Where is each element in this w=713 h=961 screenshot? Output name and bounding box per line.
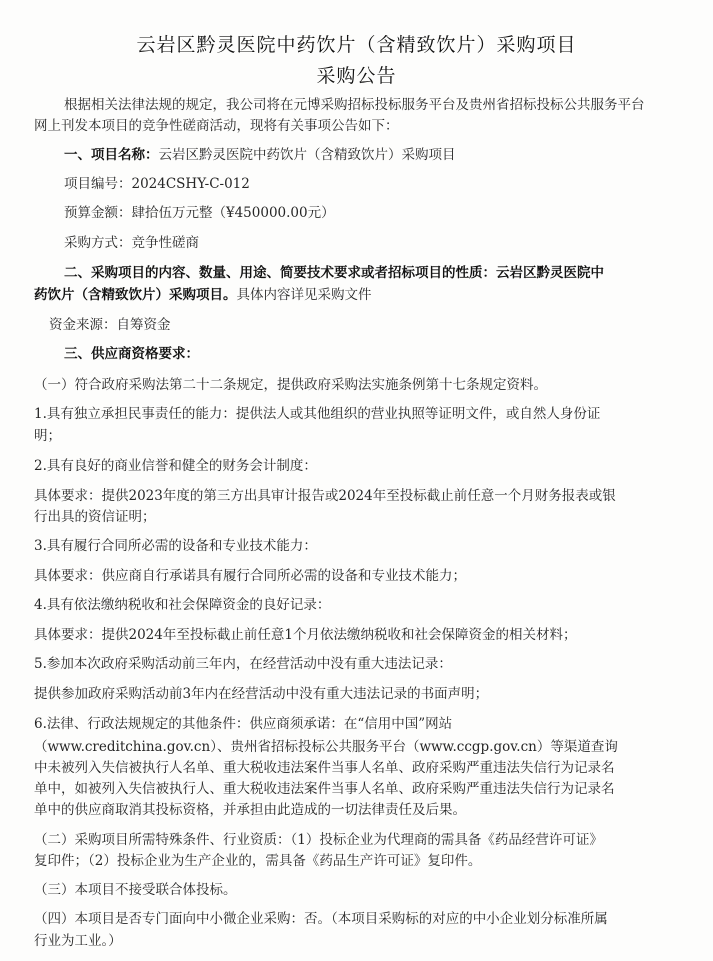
item-3-requirement: 具体要求：供应商自行承诺具有履行合同所必需的设备和专业技术能力； (34, 568, 466, 584)
requirement-paragraph-1: （一）符合政府采购法第二十二条规定，提供政府采购法实施条例第十七条规定资料。 (34, 377, 547, 393)
project-number: 项目编号：2024CSHY-C-012 (64, 176, 250, 192)
procurement-method: 采购方式：竞争性磋商 (64, 235, 199, 251)
item-3: 3.具有履行合同所必需的设备和专业技术能力： (34, 538, 317, 554)
requirement-paragraph-4-line-2: 行业为工业。） (34, 933, 122, 949)
item-4-requirement: 具体要求：提供2024年至投标截止前任意1个月依法缴纳税收和社会保障资金的相关材料； (34, 627, 577, 643)
requirement-paragraph-2-line-1: （二）采购项目所需特殊条件、行业资质：（1）投标企业为代理商的需具备《药品经营许可证》 (34, 832, 603, 848)
item-2-requirement-line-1: 具体要求：提供2023年度的第三方出具审计报告或2024年至投标截止前任意一个月财务报表或银 (34, 488, 616, 504)
item-2: 2.具有良好的商业信誉和健全的财务会计制度： (34, 458, 317, 474)
item-1-line-2: 明； (34, 428, 61, 444)
section-3-heading: 三、供应商资格要求： (64, 346, 199, 362)
item-4: 4.具有依法缴纳税收和社会保障资金的良好记录： (34, 597, 331, 613)
item-5: 5.参加本次政府采购活动前三年内，在经营活动中没有重大违法记录： (34, 656, 452, 672)
item-6-line-5: 单中的供应商取消其投标资格，并承担由此造成的一切法律责任及后果。 (34, 802, 466, 818)
document-title: 云岩区黔灵医院中药饮片（含精致饮片）采购项目 (136, 34, 577, 56)
section-2-heading-line-1: 二、采购项目的内容、数量、用途、简要技术要求或者招标项目的性质：云岩区黔灵医院中 (64, 265, 604, 281)
document-subtitle: 采购公告 (316, 65, 397, 87)
fund-source: 资金来源：自筹资金 (49, 317, 171, 333)
item-6-line-1: 6.法律、行政法规规定的其他条件：供应商须承诺：在“信用中国”网站 (34, 716, 453, 732)
intro-line-2: 网上刊发本项目的竞争性磋商活动，现将有关事项公告如下： (34, 118, 399, 134)
item-2-requirement-line-2: 行出具的资信证明； (34, 509, 156, 525)
item-5-requirement: 提供参加政府采购活动前3年内在经营活动中没有重大违法记录的书面声明； (34, 686, 489, 702)
budget-amount: 预算金额：肆拾伍万元整（¥450000.00元） (64, 205, 335, 221)
requirement-paragraph-2-line-2: 复印件；（2）投标企业为生产企业的，需具备《药品生产许可证》复印件。 (34, 853, 482, 869)
project-name: 云岩区黔灵医院中药饮片（含精致饮片）采购项目 (158, 147, 456, 163)
requirement-paragraph-4-line-1: （四）本项目是否专门面向中小微企业采购：否。（本项目采购标的对应的中小企业划分标准所属 (34, 911, 608, 927)
section-1-label: 一、项目名称： (64, 147, 159, 163)
item-6-line-3: 中未被列入失信被执行人名单、重大税收违法案件当事人名单、政府采购严重违法失信行为记录名 (34, 760, 615, 776)
section-2-tail: 具体内容详见采购文件 (236, 287, 372, 303)
item-6-line-2: （www.creditchina.gov.cn）、贵州省招标投标公共服务平台（www.ccgp.gov.cn）等渠道查询 (34, 739, 618, 755)
section-2-heading-line-2: 药饮片（含精致饮片）采购项目。具体内容详见采购文件 (34, 287, 372, 303)
item-6-line-4: 单中，如被列入失信被执行人、重大税收违法案件当事人名单、政府采购严重违法失信行为记录名 (34, 781, 615, 797)
intro-line-1: 根据相关法律法规的规定，我公司将在元博采购招标投标服务平台及贵州省招标投标公共服务平台 (64, 97, 645, 113)
item-1-line-1: 1.具有独立承担民事责任的能力：提供法人或其他组织的营业执照等证明文件，或自然人身份证 (34, 406, 601, 422)
section-1-heading (64, 145, 456, 165)
requirement-paragraph-3: （三）本项目不接受联合体投标。 (34, 882, 237, 898)
